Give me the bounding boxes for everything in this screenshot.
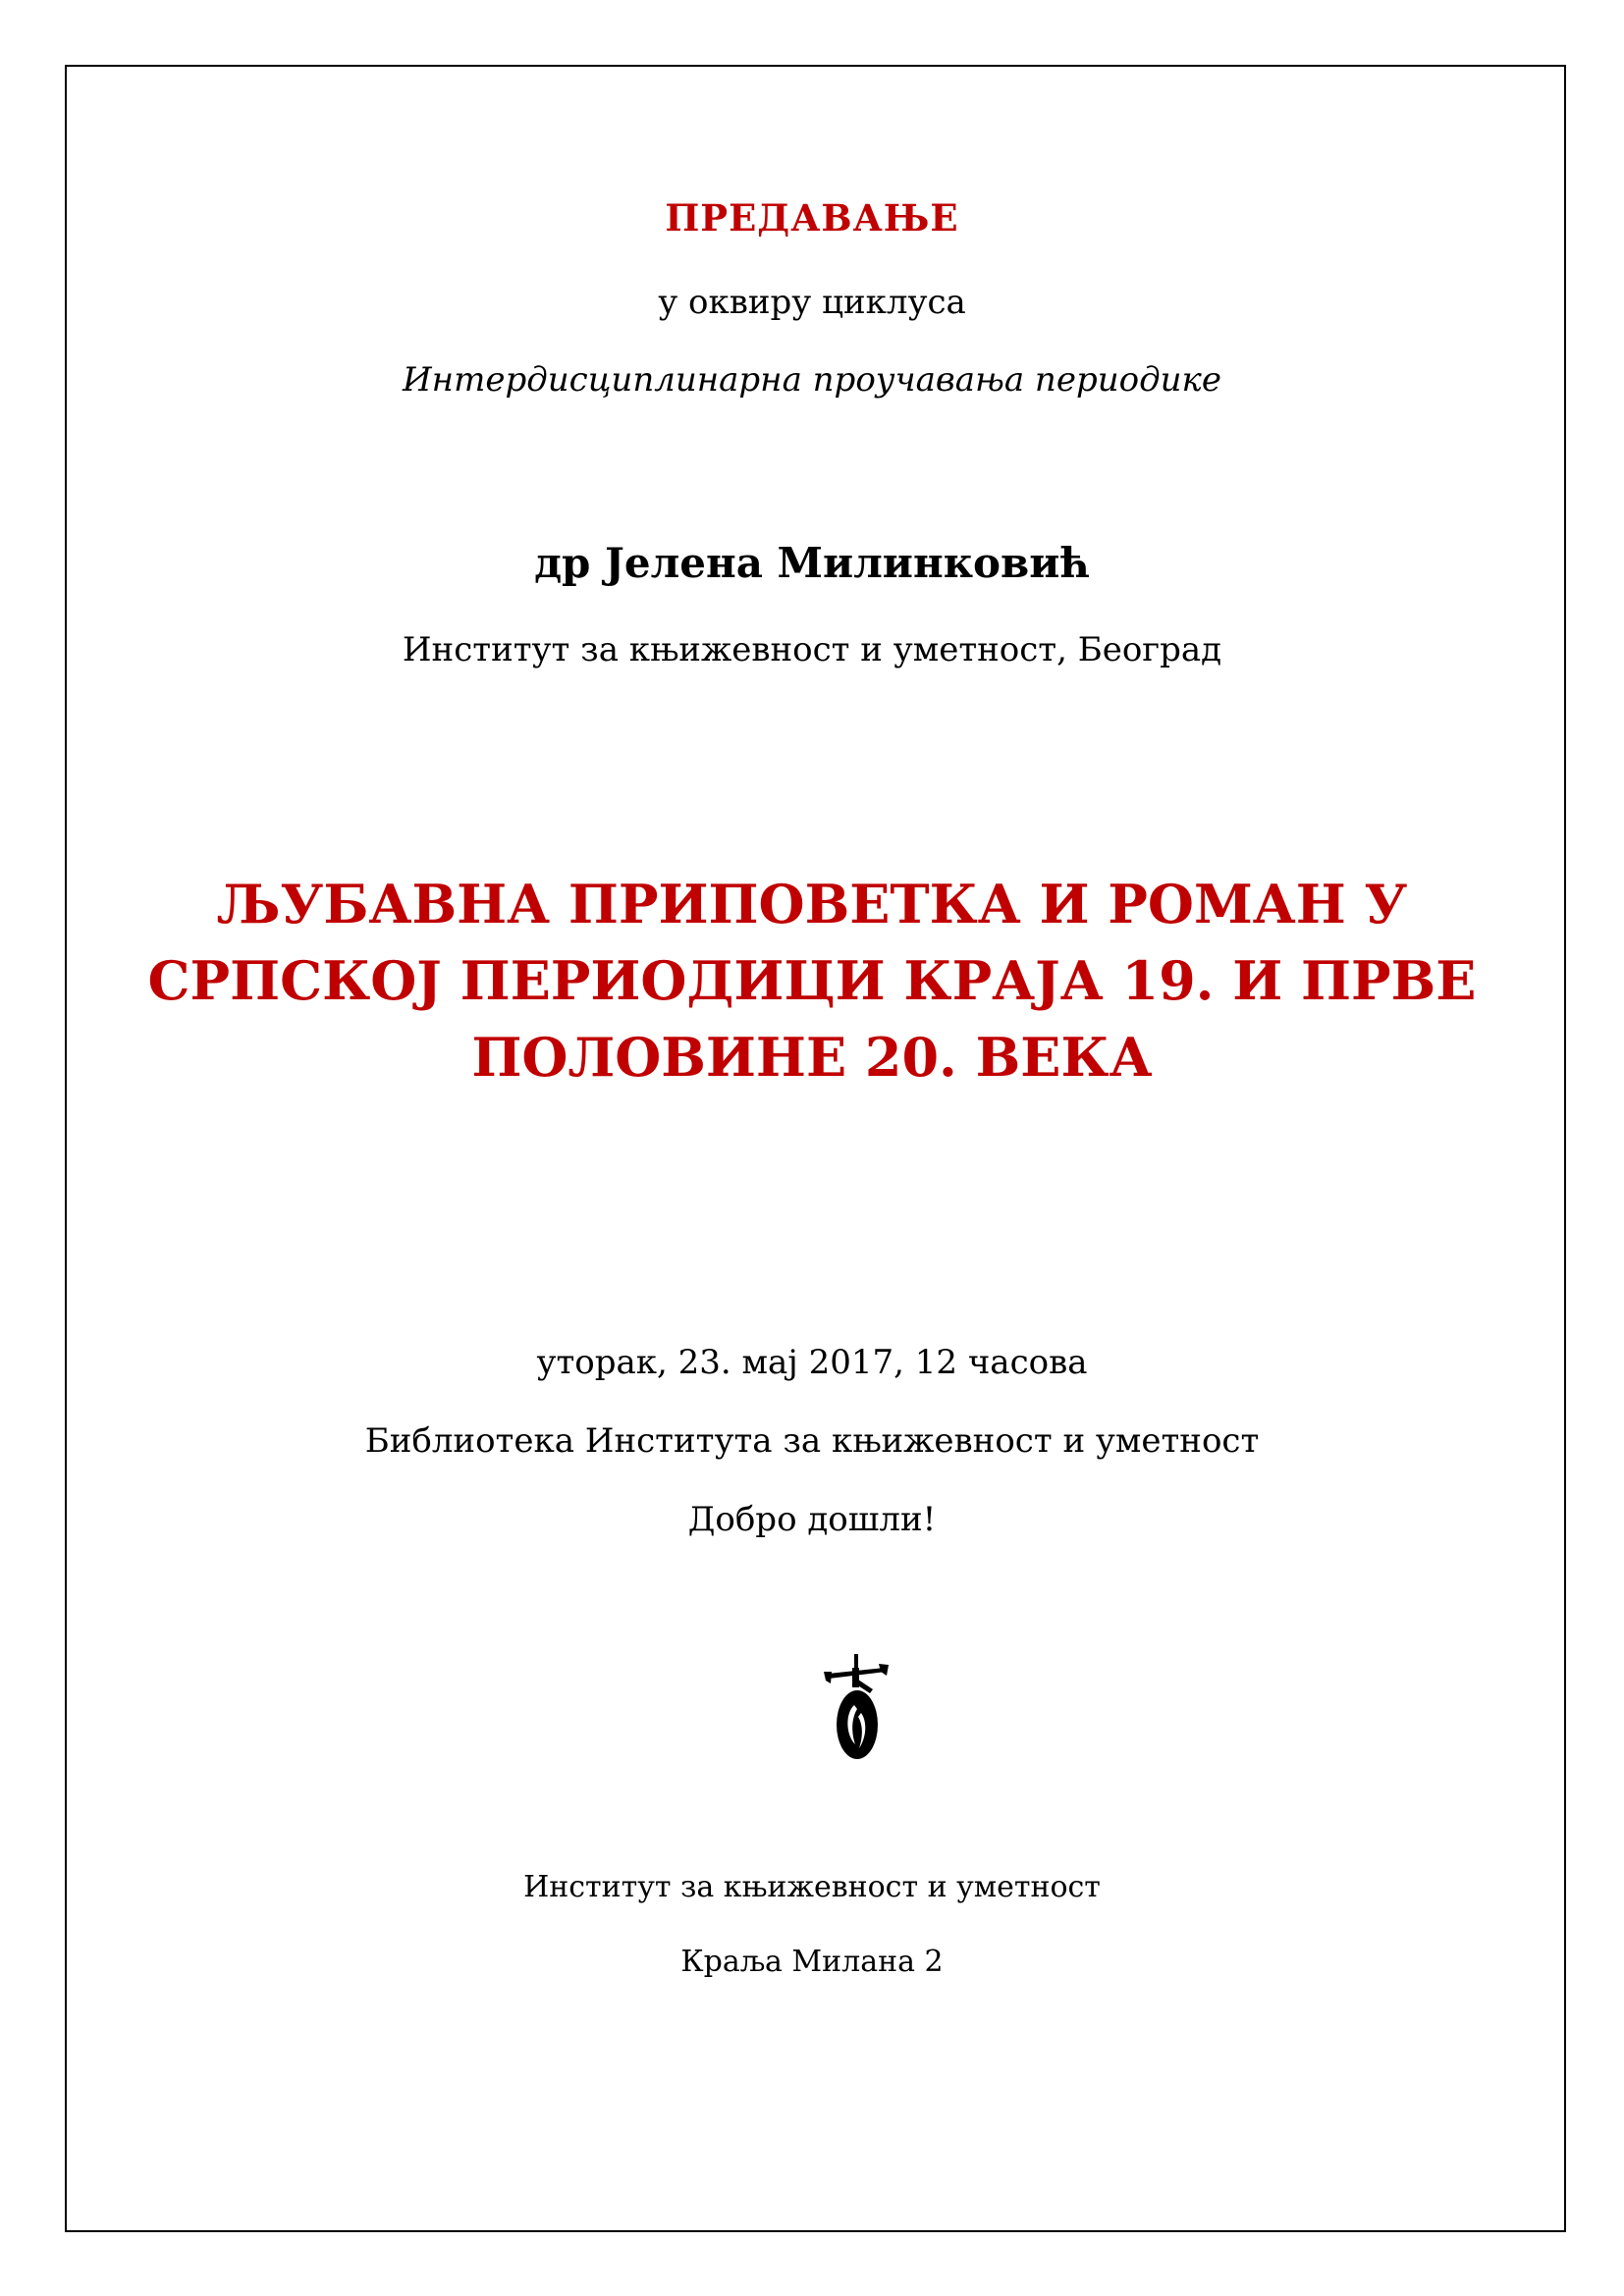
speaker-affiliation: Институт за књижевност и уметност, Београд (402, 630, 1222, 669)
event-venue: Библиотека Института за књижевност и уметност (364, 1421, 1260, 1461)
lecture-title (0, 866, 1624, 1095)
event-type-heading: ПРЕДАВАЊЕ (665, 196, 959, 240)
institute-name: Институт за књижевност и уметност (523, 1870, 1101, 1904)
event-date-time: уторак, 23. мај 2017, 12 часова (536, 1343, 1088, 1382)
lecture-title-line-2: СРПСКОЈ ПЕРИОДИЦИ КРАЈА 19. И ПРВЕ (147, 949, 1477, 1012)
institute-emblem-icon (822, 1654, 891, 1760)
lecture-title-line-3: ПОЛОВИНЕ 20. ВЕКА (471, 1026, 1153, 1089)
lecture-title-line-1: ЉУБАВНА ПРИПОВЕТКА И РОМАН У (216, 873, 1408, 935)
cycle-name: Интердисциплинарна проучавања периодике (403, 360, 1221, 400)
speaker-name: др Јелена Милинковић (534, 539, 1090, 587)
cycle-intro: у оквиру циклуса (658, 283, 966, 322)
welcome-text: Добро дошли! (687, 1500, 937, 1539)
institute-address: Краља Милана 2 (680, 1945, 944, 1979)
